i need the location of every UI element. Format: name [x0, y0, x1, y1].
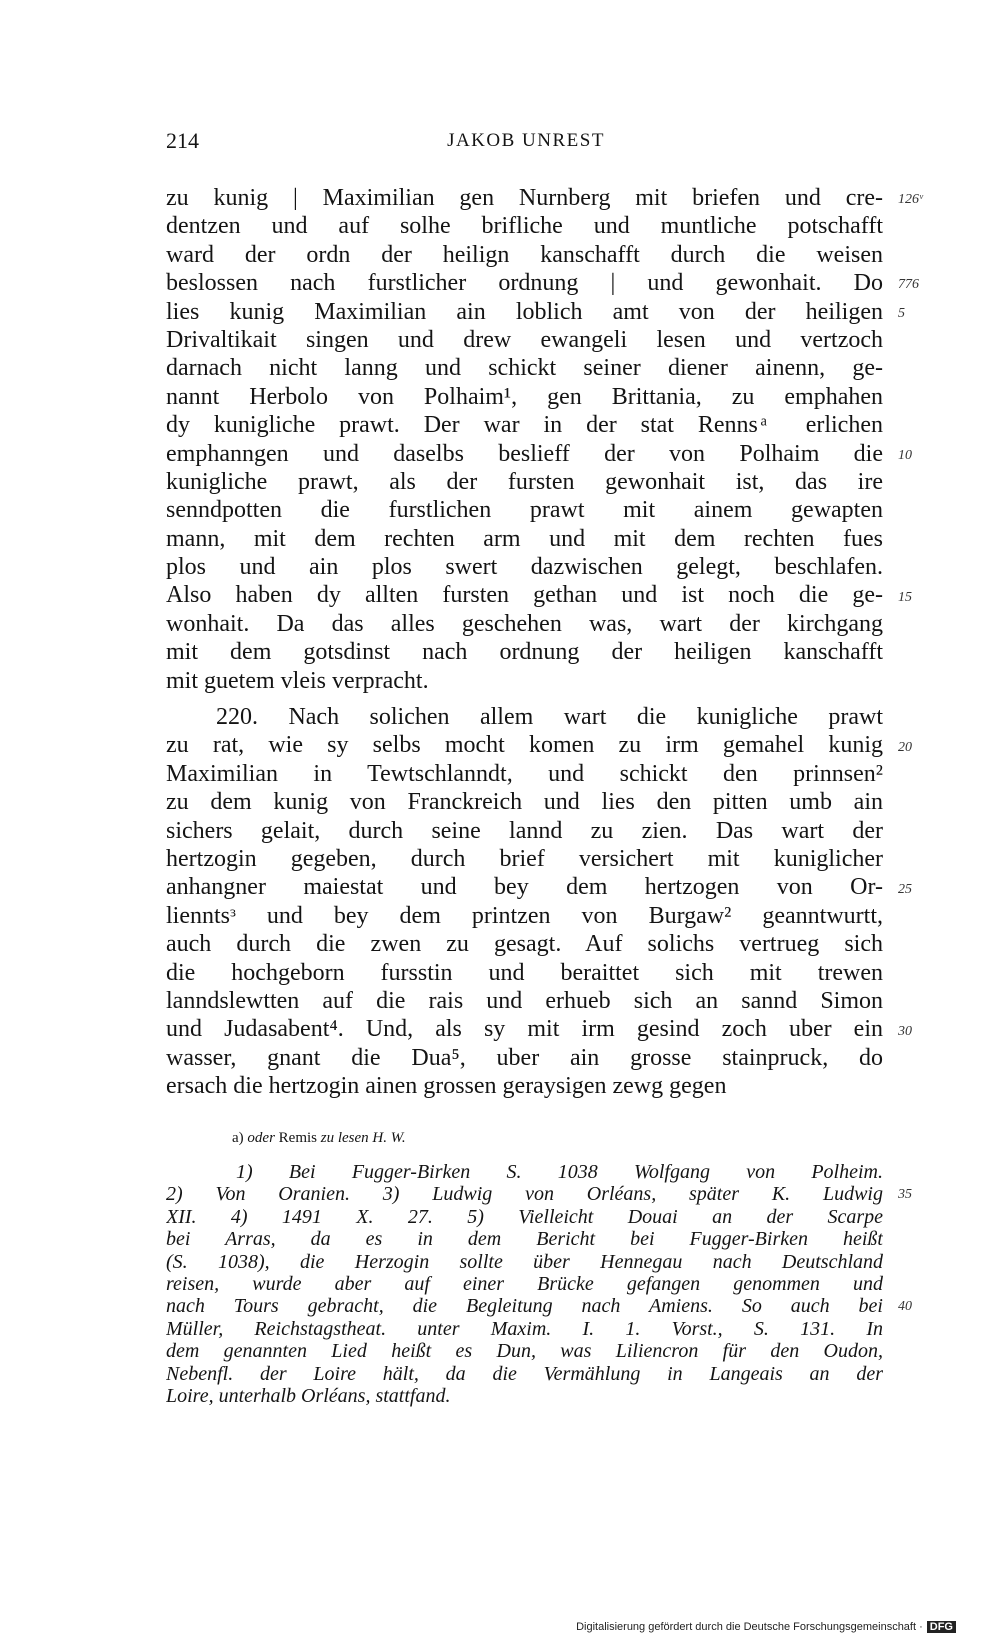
footnote-line: XII. 4) 1491 X. 27. 5) Vielleicht Douai an der Scarpe [166, 1205, 883, 1228]
footnote-line: Nebenfl. der Loire hält, da die Vermählung in Langeais an der [166, 1362, 883, 1385]
text-line: beslossen nach furstlicher ordnung | und gewonhait. Do [166, 270, 883, 297]
margin-line-number: 30 [898, 1023, 912, 1039]
text-line: mit guetem vleis verpracht. [166, 667, 429, 694]
text-line: wasser, gnant die Dua⁵, uber ain grosse stainpruck, do [166, 1044, 883, 1071]
text-line: plos und ain plos swert dazwischen gelegt, beschlafen. [166, 554, 883, 581]
footnote-a-italic-1: oder [247, 1130, 275, 1146]
text-line: mann, mit dem rechten arm und mit dem rechten fues [166, 525, 883, 552]
text-line: die hochgeborn fursstin und beraittet sich mit trewen [166, 959, 883, 986]
footnote-line: bei Arras, da es in dem Bericht bei Fugger-Birken heißt [166, 1228, 883, 1251]
footer-credit [576, 1621, 956, 1633]
text-line: anhangner maiestat und bey dem hertzogen von Or- [166, 874, 883, 901]
footnote-line: 2) Von Oranien. 3) Ludwig von Orléans, später K. Ludwig [166, 1183, 883, 1206]
main-text [166, 184, 883, 1101]
footnote-line: 1) Bei Fugger-Birken S. 1038 Wolfgang von Polheim. [236, 1161, 883, 1183]
footnotes [166, 1127, 883, 1407]
text-line: Maximilian in Tewtschlanndt, und schickt den prinnsen² [166, 760, 883, 787]
text-line: und Judasabent⁴. Und, als sy mit irm gesind zoch uber ein [166, 1016, 883, 1043]
footnote-a-italic-2: zu lesen H. W. [320, 1130, 406, 1146]
footnote-line: dem genannten Lied heißt es Dun, was Liliencron für den Oudon, [166, 1340, 883, 1363]
text-line: zu rat, wie sy selbs mocht komen zu irm gemahel kunig [166, 732, 883, 759]
margin-line-number: 776 [898, 277, 919, 293]
text-line: dy kunigliche prawt. Der war in der stat Renns ͣ erlichen [166, 412, 883, 439]
margin-line-number: 10 [898, 447, 912, 463]
footnote-a-plain: Remis [278, 1130, 317, 1146]
footer-text: Digitalisierung gefördert durch die Deutsche Forschungsgemeinschaft · [576, 1621, 923, 1633]
text-line: nannt Herbolo von Polhaim¹, gen Brittania, zu emphahen [166, 383, 883, 410]
page-header [166, 128, 886, 158]
paragraph-gap [166, 695, 883, 703]
text-line: Also haben dy allten fursten gethan und ist noch die ge- [166, 582, 883, 609]
text-line: ward der ordn der heilign kanschafft durch die weisen [166, 241, 883, 268]
footnote-line: reisen, wurde aber auf einer Brücke gefangen genommen und [166, 1272, 883, 1295]
text-line: lanndslewtten auf die rais und erhueb sich an sannd Simon [166, 987, 883, 1014]
margin-line-number: 5 [898, 305, 905, 321]
margin-line-number: 25 [898, 881, 912, 897]
dfg-logo: DFG [927, 1621, 956, 1633]
margin-line-number: 40 [898, 1299, 912, 1315]
margin-line-number: 126ᵛ [898, 192, 923, 207]
text-line: senndpotten die furstlichen prawt mit ainem gewapten [166, 497, 883, 524]
footnote-a-marker: a) [232, 1130, 244, 1146]
margin-line-number: 20 [898, 739, 912, 755]
footnote-lines [166, 1161, 883, 1407]
text-line: dentzen und auf solhe brifliche und muntliche potschafft [166, 213, 883, 240]
text-line: emphanngen und daselbs beslieff der von Polhaim die [166, 440, 883, 467]
margin-line-number: 35 [898, 1187, 912, 1203]
footnote-line: (S. 1038), die Herzogin sollte über Hennegau nach Deutschland [166, 1250, 883, 1273]
footnote-line: Müller, Reichstagstheat. unter Maxim. I. 1. Vorst., S. 131. In [166, 1317, 883, 1340]
running-title: JAKOB UNREST [447, 130, 605, 151]
text-line: darnach nicht lanng und schickt seiner diener ainenn, ge- [166, 355, 883, 382]
text-line: mit dem gotsdinst nach ordnung der heiligen kanschafft [166, 639, 883, 666]
margin-line-number: 15 [898, 589, 912, 605]
page-number: 214 [166, 128, 199, 153]
text-line: wonhait. Da das alles geschehen was, wart der kirchgang [166, 610, 883, 637]
text-line: hertzogin gegeben, durch brief versichert mit kuniglicher [166, 845, 883, 872]
footnote-a [232, 1127, 883, 1149]
text-line: ersach die hertzogin ainen grossen geraysigen zewg gegen [166, 1073, 727, 1100]
footnote-line: Loire, unterhalb Orléans, stattfand. [166, 1384, 451, 1407]
text-line: auch durch die zwen zu gesagt. Auf solichs vertrueg sich [166, 931, 883, 958]
text-line: Drivaltikait singen und drew ewangeli lesen und vertzoch [166, 326, 883, 353]
text-line: kunigliche prawt, als der fursten gewonhait ist, das ire [166, 468, 883, 495]
text-line: 220. Nach solichen allem wart die kunigliche prawt [216, 704, 883, 731]
text-line: zu dem kunig von Franckreich und lies den pitten umb ain [166, 789, 883, 816]
text-line: sichers gelait, durch seine lannd zu zien. Das wart der [166, 817, 883, 844]
text-line: lienntsᵌ und bey dem printzen von Burgaw² geanntwurtt, [166, 902, 883, 929]
text-line: lies kunig Maximilian ain loblich amt von der heiligen [166, 298, 883, 325]
text-line: zu kunig | Maximilian gen Nurnberg mit briefen und cre- [166, 185, 883, 211]
footnote-line: nach Tours gebracht, die Begleitung nach Amiens. So auch bei [166, 1295, 883, 1318]
